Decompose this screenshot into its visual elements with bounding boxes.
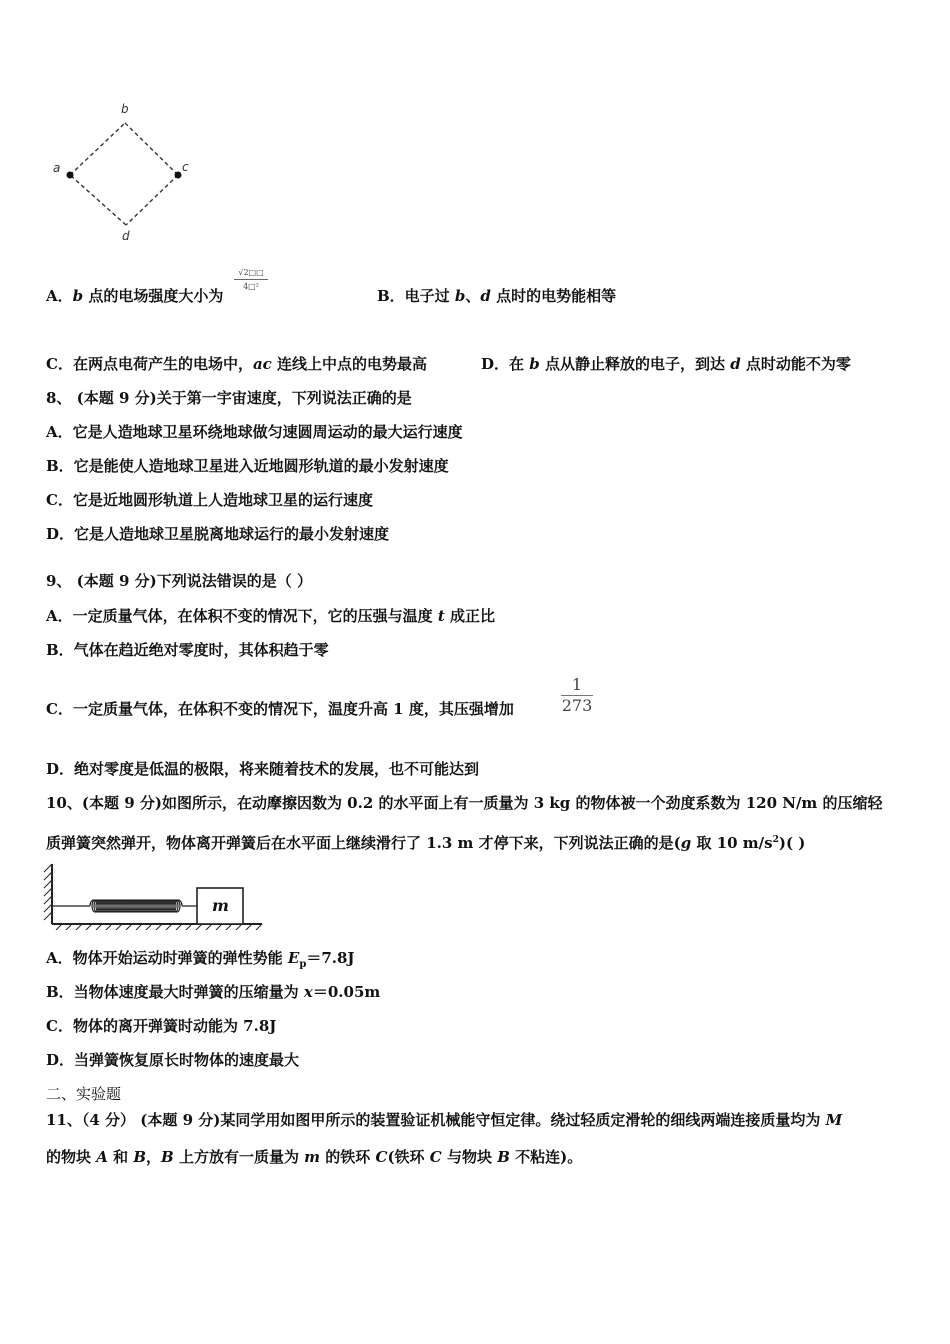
q8-option-b: B．它是能使人造地球卫星进入近地圆形轨道的最小发射速度	[46, 457, 449, 475]
section-title: 二、实验题	[46, 1085, 122, 1103]
charge-a	[67, 172, 74, 179]
q10-option-c: C．物体的离开弹簧时动能为 7.8J	[46, 1017, 277, 1035]
q10-option-a: A．物体开始运动时弹簧的弹性势能 $E_p=7.8J$	[46, 949, 355, 970]
q9-option-d: D．绝对零度是低温的极限，将来随着技术的发展，也不可能达到	[46, 760, 480, 778]
q7-option-a: A．b 点的电场强度大小为	[46, 287, 224, 305]
spring	[52, 900, 197, 912]
label-a: a	[53, 161, 61, 175]
q7-option-c: C．在两点电荷产生的电场中，ac 连线上中点的电势最高	[46, 355, 428, 373]
label-c: c	[182, 160, 189, 174]
q11-line2: 的物块 A 和 B，B 上方放有一质量为 m 的铁环 C(铁环 C 与物块 B 不粘连)。	[46, 1148, 583, 1166]
label-d: d	[122, 229, 130, 243]
label-b: b	[121, 102, 129, 116]
q9-option-a: A．一定质量气体，在体积不变的情况下，它的压强与温度 t 成正比	[46, 607, 496, 625]
q10-option-b: B．当物体速度最大时弹簧的压缩量为 x＝0.05m	[46, 983, 381, 1001]
edge-da	[70, 175, 126, 225]
edge-cd	[126, 175, 178, 225]
charge-diagram	[40, 95, 200, 250]
q8-stem: 8、 (本题 9 分)关于第一宇宙速度，下列说法正确的是	[46, 389, 412, 407]
q10-option-d: D．当弹簧恢复原长时物体的速度最大	[46, 1051, 300, 1069]
charge-c	[175, 172, 182, 179]
spring-block-diagram	[42, 860, 267, 930]
q7-option-d: D．在 b 点从静止释放的电子，到达 d 点时动能不为零	[481, 355, 851, 373]
q8-option-a: A．它是人造地球卫星环绕地球做匀速圆周运动的最大运行速度	[46, 423, 463, 441]
q8-option-c: C．它是近地圆形轨道上人造地球卫星的运行速度	[46, 491, 373, 509]
edge-bc	[125, 123, 178, 175]
q8-option-d: D．它是人造地球卫星脱离地球运行的最小发射速度	[46, 525, 390, 543]
q10-stem-line1: 10、(本题 9 分)如图所示，在动摩擦因数为 0.2 的水平面上有一质量为 3 kg 的物体被一个劲度系数为 120 N/m 的压缩轻	[46, 794, 883, 812]
block-m-label: m	[212, 896, 229, 915]
q9-option-b: B．气体在趋近绝对零度时，其体积趋于零	[46, 641, 329, 659]
edge-ab	[70, 123, 125, 175]
q11-line1: 11、（4 分） (本题 9 分)某同学用如图甲所示的装置验证机械能守恒定律。绕过轻质定滑轮的细线两端连接质量均为 M	[46, 1111, 843, 1129]
q7-option-b: B．电子过 b、d 点时的电势能相等	[377, 287, 617, 305]
q9-option-c-fraction: 1 273	[561, 675, 593, 715]
q10-stem-line2: 质弹簧突然弹开，物体离开弹簧后在水平面上继续滑行了 1.3 m 才停下来，下列说法正确的是(g 取 10 $m/s^2$)( )	[46, 834, 806, 852]
q7-option-a-fraction: √2□□ 4□²	[234, 268, 268, 291]
q9-option-c: C．一定质量气体，在体积不变的情况下，温度升高 1 度，其压强增加	[46, 700, 514, 718]
q9-stem: 9、 (本题 9 分)下列说法错误的是（ ）	[46, 572, 312, 590]
